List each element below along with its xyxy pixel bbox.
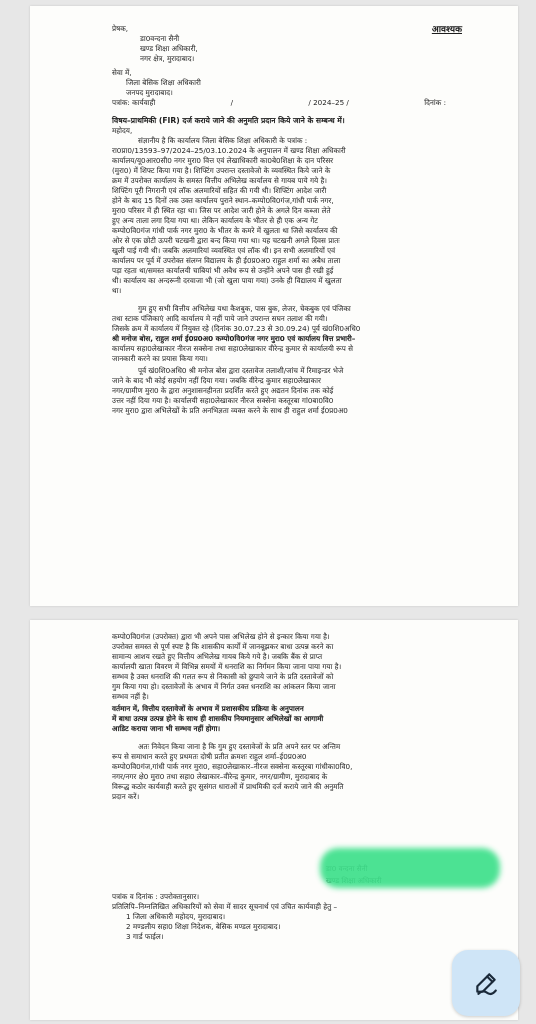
edit-pen-icon [473,970,499,996]
text-line: कार्यालय सहा0लेखाकार नीरज सक्सेना तथा सहा0लेखाकार वीरेन्द्र कुमार से कार्यालयी रूप से [112,344,353,353]
paragraph-1 [112,136,486,296]
copy-item: 1 जिला अधिकारी महोदय, मुरादाबाद। [126,912,226,921]
reference-date: दिनांक : [424,98,446,107]
paragraph-4 [112,632,486,702]
text-line: प्रदान करें। [112,792,140,801]
subject-line: विषय–प्राथमिकी (FIR) दर्ज कराये जाने की अनुमति प्रदान किये जाने के सम्बन्ध में। [112,116,345,125]
edit-button[interactable] [452,950,520,1016]
text-line: खुली पाई गयी थी। जबकि अलमारियां व्यवस्थित एवं लॉक थी। इन सभी अलमारियों एवं [112,246,336,255]
text-line: क्रम में उपरोक्त कार्यालय के समस्त वित्तीय अभिलेख कार्यालय से गायब पाये गये है। [112,176,327,185]
text-line: सम्भव नहीं है। [112,692,149,701]
reference-date-line: पत्रांक व दिनांक : उपरोक्तानुसार। [112,892,200,901]
text-line: सामान्य आशय रखते हुए वित्तीय अभिलेख गायब किये गये है। जबकि बैंक से प्राप्त [112,652,323,661]
text-line: नगर मुरा0 द्वारा अभिलेखों के प्रति अनभिज्ञता व्यक्त करने के साथ ही राहुल शर्मा ई0प्र0अ0 [112,406,348,415]
text-line: में बाधा उत्पन्न उत्पन्न होने के साथ ही शासकीय नियमानुसार अभिलेखों का आगामी [112,714,324,723]
copy-to-line: प्रतिलिपि–निम्नलिखित अधिकारियों को सेवा में सादर सूचनार्थ एवं उचित कार्यवाही हेतु – [112,902,338,911]
text-line: रा0प्रा0/13593–97/2024–25/03.10.2024 के अनुपालन में खण्ड शिक्षा अधिकारी [112,146,346,155]
text-line: रूप से समाधान करते हुए प्रथमतः दोषी प्रतीत क्रमशः राहुल शर्मा–ई0प्र0अ0 [112,752,307,761]
text-line: कम्पो0वि0गंज गांधी पार्क नगर मुरा0 के भीतर के कमरे में खुलता था जिसे कार्यालय की [112,226,338,235]
text-line: जानकारी करने का प्रयास किया गया। [112,354,208,363]
text-line: पूर्व खं0शि0अधि0 श्री मनोज बोस द्वारा दस्तावेज तलाशी/जांच में रिमाइन्डर भेजे [138,366,344,375]
text-line: कार्यालय/यू0आर0सी0 नगर मुरा0 वित्त एवं लेखाधिकारी का0बे0शिक्षा के दान परिसर [112,156,334,165]
text-line: सम्भव है उक्त धनराशि की गलत रूप से निकासी को छुपाये जाने के प्रति दस्तावेजों को [112,672,334,681]
text-line: तथा स्टाक पंजिकाएं आदि कार्यालय मे नहीं पाये जाने उपरान्त सघन तलाश की गयी। [112,314,328,323]
text-line: कम्पो0वि0गंज (उपरोक्त) द्वारा भी अपने पास अभिलेख होने से इन्कार किया गया है। [112,632,330,641]
text-line: (मुरा0) में शिफ्ट किया गया है। शिफ्टिंग उपरान्त दस्तावेजो के व्यवस्थित किये जाने के [112,166,331,175]
text-line: हुए अन्य ताला लगा दिया गया था। लेकिन कार्यालय के भीतर से ही एक अन्य गेट [112,216,318,225]
green-highlight-mark [320,848,500,888]
text-line: शिफ्टिंग पूरी निगरानी एवं लॉक अलमारियों सहित की गयी थी। शिफ्टिंग आदेश जारी [112,186,327,195]
reference-year: / 2024–25 / [308,98,349,107]
from-label: प्रेषक, [112,24,129,33]
text-line: गुम किया गया हो। दस्तावेजों के अभाव में निर्गत उक्त धनराशि का आंकलन किया जाना [112,682,336,691]
salutation: महोदय, [112,126,133,135]
text-line: संज्ञानीय है कि कार्यालय जिला बेसिक शिक्षा अधिकारी के पत्रांक : [138,136,308,145]
text-line: था। [112,286,122,295]
paragraph-2 [112,304,486,364]
text-line: अतः निवेदन किया जाना है कि गुम हुए दस्तावेजों के प्रति अपने स्तर पर अन्तिम [138,742,341,751]
text-line: विरूद्ध कठोर कार्यवाही करते हुए सुसंगत धाराओं में प्राथमिकी दर्ज कराये जाने की अनुमति [112,782,344,791]
reference-label: पत्रांक: कार्यवाही [112,98,156,107]
paragraph-request [112,742,486,802]
text-line: कम्पो0वि0गंज,गांधी पार्क नगर मुरा0, सहा0लेखाकार–नीरज सक्सेना कस्तूरबा गांधीका0वि0, [112,762,353,771]
from-place: नगर क्षेत्र, मुरादाबाद। [140,54,195,63]
text-line: जिसके क्रम में कार्यालय में नियुक्त रहे (दिनांक 30.07.23 से 30.09.24) पूर्व खं0शि0अधि0 [112,324,361,333]
text-line: नगर/ग्रामीण मुरा0 के द्वारा अनुशासनहीनता प्रदर्शित करते हुए अद्यतन दिनांक तक कोई [112,386,334,395]
text-line: कार्यालयी खाता विवरण में विभिन्न समयों में धनराशि का निर्गमन किया जाना पाया गया है। [112,662,342,671]
urgent-label: आवश्यक [431,25,462,35]
text-line: मुरा0 परिसर में ही स्थित रहा था। जिस पर आदेश जारी होने के अगले दिन कब्जा लेते [112,206,331,215]
text-line: नगर/नगर क्षे0 मुरा0 तथा सहा0 लेखाकार–वीरेन्द्र कुमार, नगर/ग्रामीण, मुरादाबाद के [112,772,328,781]
to-place: जनपद मुरादाबाद। [126,88,173,97]
text-line: वर्तमान में, वित्तीय दस्तावेजों के अभाव में प्रशासकीय प्रक्रिया के अनुपालन [112,704,304,713]
from-designation: खण्ड शिक्षा अधिकारी, [140,44,198,53]
text-line: आडिट कराया जाना भी सम्भव नहीं होगा। [112,724,221,733]
text-line: गुम हुए सभी वित्तीय अभिलेख यथा कैशबुक, पास बुक, लेजर, चेकबुक एवं पंजिका [138,304,351,313]
text-line: ओर से एक छोटी ऊपरी चटखनी द्वारा बन्द किया गया था। यह चटखनी अगले दिवस प्रातः [112,236,340,245]
text-line: श्री मनोज बोस, राहुल शर्मा ई0प्र0अ0 कम्पो0वि0गंज नगर मुरा0 एवं कार्यालय वित्त प्रभारी– [112,334,356,343]
document-page-1 [30,6,518,606]
to-designation: जिला बेसिक शिक्षा अधिकारी [126,78,201,87]
text-line: उत्तर नहीं दिया गया है। कार्यालयी सहा0लेखाकार नीरज सक्सेना कस्तूरबा गां0बा0वि0 [112,396,334,405]
copy-item: 3 गार्ड फाईल। [126,932,164,941]
text-line: उपरोक्त समस्त से पूर्ण स्पष्ट है कि शासकीय कार्यों में जानबूझकर बाधा उत्पन्न करने का [112,642,334,651]
copy-item: 2 मण्डलीय सहा0 शिक्षा निदेशक, बेसिक मण्डल मुरादाबाद। [126,922,281,931]
text-line: थी। कार्यालय का अन्दरूनी दरवाजा भी (जो खुला पाया गया) उनके ही विद्यालय में खुलता [112,276,342,285]
reference-slash: / [230,98,234,107]
text-line: पड़ा रहता था/समस्त कार्यालयी चाबियां भी अवैध रूप से उन्होंने अपने पास ही रखी हुई [112,266,334,275]
text-line: कार्यालय पर पूर्व में उपरोक्त संलग्न विद्यालय के ही ई0प्र0अ0 राहुल शर्मा का अबैध ताला [112,256,341,265]
from-name: डा0वन्दना सैनी [140,34,180,43]
reference-line [112,98,486,108]
to-label: सेवा में, [112,68,132,77]
text-line: जाने के बाद भी कोई सहयोग नहीं दिया गया। जबकि वीरेन्द्र कुमार सहा0लेखाकार [112,376,321,385]
text-line: होने के बाद 15 दिनों तक उक्त कार्यालय पुराने स्थान–कम्पो0वि0गंज,गांधी पार्क नगर, [112,196,334,205]
paragraph-3 [112,366,486,416]
bold-statement [112,704,486,734]
document-page-2 [30,620,518,1020]
